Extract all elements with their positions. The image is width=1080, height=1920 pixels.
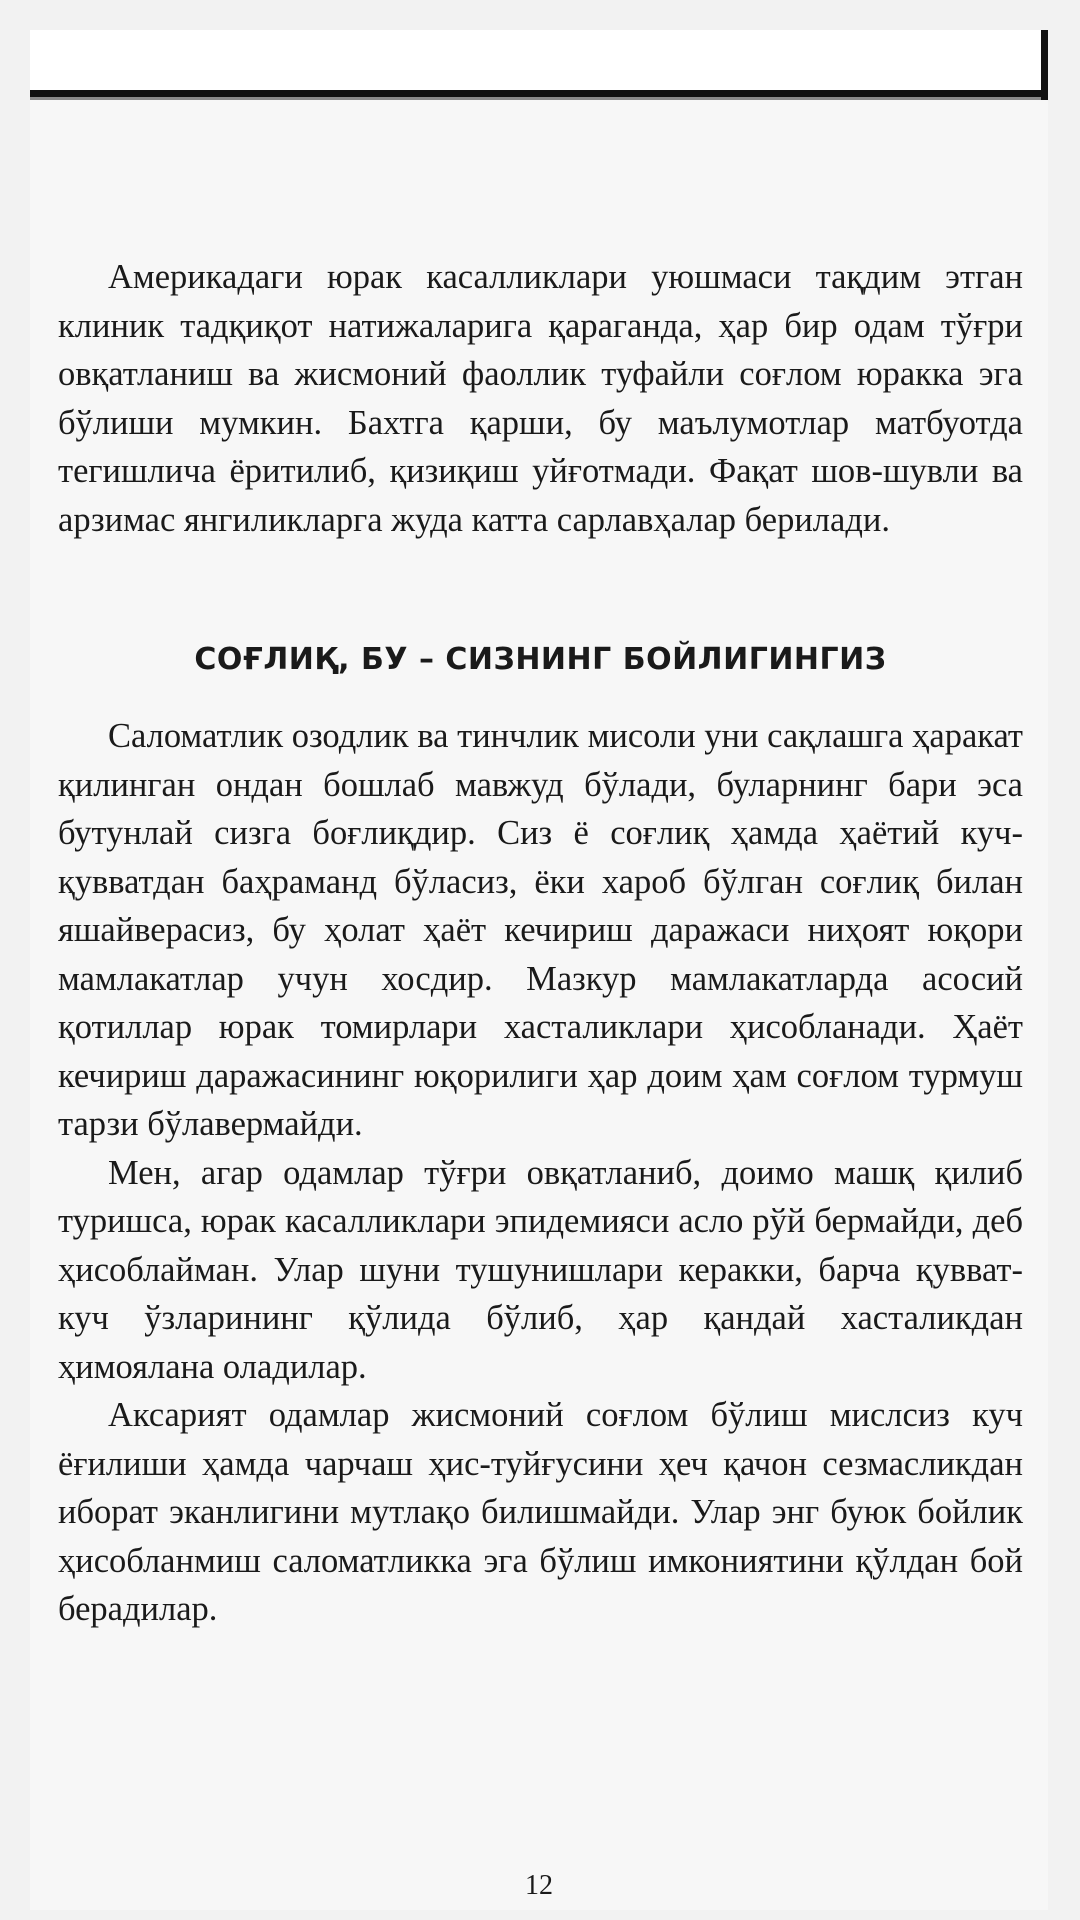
- page-number: 12: [525, 1870, 553, 1901]
- paragraph-intro: Америкадаги юрак касалликлари уюшмаси тақдим этган клиник тадқиқот натижаларига қараганда, ҳар бир одам тўғри овқатланиш ва жисмоний фаоллик туфайли соғлом юракка эга бўлиши мумкин. Бахтга қарши, бу маълумотлар матбуотда тегишлича ёритилиб, қизиқиш уйғотмади. Фақат шов-шувли ва арзимас янгиликларга жуда катта сарлавҳалар берилади.: [58, 258, 1023, 539]
- page-edge: [1041, 30, 1048, 100]
- top-rule: [30, 90, 1048, 97]
- intro-text: [58, 253, 1023, 544]
- section-body: [58, 712, 1023, 1634]
- section-heading: СОҒЛИҚ, БУ – СИЗНИНГ БОЙЛИГИНГИЗ: [194, 642, 887, 677]
- paragraph-1: Саломатлик озодлик ва тинчлик мисоли уни сақлашга ҳаракат қилинган ондан бошлаб мавжуд бўлади, буларнинг бари эса бутунлай сизга боғлиқдир. Сиз ё соғлиқ ҳамда ҳаётий куч-қувватдан баҳраманд бўласиз, ёки хароб бўлган соғлиқ билан яшайверасиз, бу ҳолат ҳаёт кечириш даражаси ниҳоят юқори мамлакатлар учун хосдир. Мазкур мамлакатларда асосий қотиллар юрак томирлари хасталиклари ҳисобланади. Ҳаёт кечириш даражасининг юқорилиги ҳар доим ҳам соғлом турмуш тарзи бўлавермайди.: [58, 717, 1023, 1143]
- paragraph-2: Мен, агар одамлар тўғри овқатланиб, доимо машқ қилиб туришса, юрак касалликлари эпидемияси асло рўй бермайди, деб ҳисоблайман. Улар шуни тушунишлари керакки, барча қувват-куч ўзларининг қўлида бўлиб, ҳар қандай хасталикдан ҳимоялана оладилар.: [58, 1153, 1023, 1386]
- book-page: [30, 30, 1048, 1910]
- top-rule-shadow: [30, 97, 1048, 100]
- paragraph-3: Аксарият одамлар жисмоний соғлом бўлиш мислсиз куч ёғилиши ҳамда чарчаш ҳис-туйғусини ҳеч қачон сезмасликдан иборат эканлигини мутлақо билишмайди. Улар энг буюк бойлик ҳисобланмиш саломатликка эга бўлиш имкониятини қўлдан бой берадилар.: [58, 1396, 1023, 1628]
- page-top-margin: [30, 30, 1048, 90]
